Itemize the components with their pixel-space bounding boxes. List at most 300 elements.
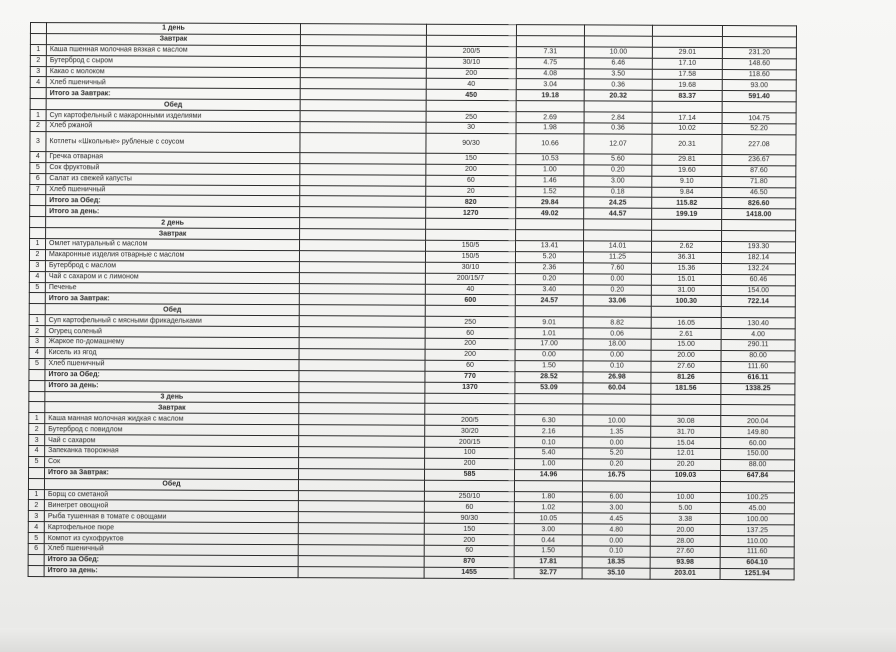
row-number-cell: [29, 467, 45, 478]
energy-cell: 71.80: [722, 176, 796, 187]
fat-cell: 0.18: [584, 186, 652, 197]
fat-cell: 5.20: [583, 448, 651, 459]
yield-cell: 150: [424, 523, 514, 534]
row-number-cell: [28, 554, 44, 565]
yield-cell: [426, 218, 516, 229]
yield-cell: 40: [425, 284, 515, 295]
fat-cell: [582, 481, 650, 492]
protein-cell: 1.00: [516, 164, 584, 175]
recipe-cell: [300, 133, 426, 154]
yield-cell: 200: [426, 164, 516, 175]
energy-cell: 88.00: [721, 459, 795, 470]
recipe-cell: [298, 534, 424, 545]
energy-cell: 200.04: [721, 416, 795, 427]
dish-name-cell: Чай с сахаром и с лимоном: [45, 271, 299, 283]
recipe-cell: [298, 566, 424, 577]
energy-cell: [722, 102, 796, 113]
protein-cell: [516, 219, 584, 230]
protein-cell: 19.18: [516, 90, 584, 101]
dish-name-cell: Итого за день:: [44, 565, 298, 577]
recipe-cell: [299, 425, 425, 436]
dish-name-cell: Картофельное пюре: [44, 522, 298, 534]
row-number-cell: 3: [29, 435, 45, 446]
fat-cell: 6.00: [582, 491, 650, 502]
energy-cell: 87.60: [722, 165, 796, 176]
carbs-cell: 9.10: [652, 176, 722, 187]
carbs-cell: [650, 481, 720, 492]
fat-cell: 14.01: [584, 241, 652, 252]
fat-cell: 3.50: [584, 68, 652, 79]
yield-cell: [426, 35, 516, 46]
energy-cell: [720, 481, 794, 492]
dish-name-cell: Омлет натуральный с маслом: [46, 239, 300, 251]
row-number-cell: 2: [29, 424, 45, 435]
fat-cell: 12.07: [584, 134, 652, 154]
recipe-cell: [299, 468, 425, 479]
recipe-cell: [300, 174, 426, 185]
recipe-cell: [300, 67, 426, 78]
fat-cell: 11.25: [583, 252, 651, 263]
dish-name-cell: Рыба тушенная в томате с овощами: [44, 511, 298, 523]
row-number-cell: 5: [30, 162, 46, 173]
carbs-cell: 2.61: [651, 328, 721, 339]
recipe-cell: [300, 56, 426, 67]
carbs-cell: 181.56: [651, 383, 721, 394]
yield-cell: 60: [426, 175, 516, 186]
fat-cell: 5.60: [584, 154, 652, 165]
recipe-cell: [298, 545, 424, 556]
fat-cell: 10.00: [584, 47, 652, 58]
carbs-cell: 10.00: [650, 492, 720, 503]
fat-cell: 44.57: [584, 208, 652, 219]
yield-cell: 200: [425, 349, 515, 360]
yield-cell: 200: [424, 534, 514, 545]
yield-cell: 1370: [425, 382, 515, 393]
protein-cell: 32.77: [514, 567, 582, 578]
energy-cell: [722, 220, 796, 231]
protein-cell: 0.44: [514, 535, 582, 546]
yield-cell: [424, 480, 514, 491]
protein-cell: 1.02: [514, 502, 582, 513]
protein-cell: 29.84: [516, 197, 584, 208]
recipe-cell: [298, 512, 424, 523]
protein-cell: 13.41: [516, 241, 584, 252]
row-number-cell: 4: [29, 445, 45, 456]
row-number-cell: 2: [30, 121, 46, 132]
row-number-cell: 1: [29, 413, 45, 424]
yield-cell: 1455: [424, 567, 514, 578]
energy-cell: 137.25: [720, 525, 794, 536]
recipe-cell: [299, 447, 425, 458]
protein-cell: 10.66: [516, 134, 584, 154]
row-number-cell: 5: [29, 456, 45, 467]
row-number-cell: [29, 402, 45, 413]
recipe-cell: [300, 89, 426, 100]
protein-cell: 1.98: [516, 123, 584, 134]
row-number-cell: [29, 380, 45, 391]
recipe-cell: [298, 501, 424, 512]
row-number-cell: 3: [28, 511, 44, 522]
recipe-cell: [300, 218, 426, 229]
carbs-cell: 100.30: [651, 296, 721, 307]
energy-cell: 60.46: [721, 274, 795, 285]
recipe-cell: [300, 153, 426, 164]
recipe-cell: [300, 78, 426, 89]
energy-cell: 591.40: [722, 91, 796, 102]
yield-cell: [425, 306, 515, 317]
row-number-cell: 2: [30, 55, 46, 66]
fat-cell: [583, 306, 651, 317]
dish-name-cell: Каша пшенная молочная вязкая с маслом: [46, 44, 300, 56]
protein-cell: 10.53: [516, 154, 584, 165]
energy-cell: 130.40: [721, 318, 795, 329]
dish-name-cell: Итого за день:: [46, 206, 300, 218]
dish-name-cell: Компот из сухофруктов: [44, 533, 298, 545]
yield-cell: 60: [424, 545, 514, 556]
protein-cell: 4.08: [516, 68, 584, 79]
dish-name-cell: Макаронные изделия отварные с маслом: [45, 249, 299, 261]
energy-cell: [721, 405, 795, 416]
row-number-cell: 3: [29, 337, 45, 348]
carbs-cell: 20.00: [651, 350, 721, 361]
carbs-cell: 20.00: [650, 524, 720, 535]
energy-cell: 104.75: [722, 113, 796, 124]
fat-cell: 16.75: [583, 470, 651, 481]
recipe-cell: [299, 251, 425, 262]
recipe-cell: [299, 414, 425, 425]
fat-cell: 18.35: [582, 557, 650, 568]
carbs-cell: 16.05: [651, 317, 721, 328]
protein-cell: [515, 306, 583, 317]
fat-cell: 0.36: [584, 123, 652, 134]
yield-cell: 200/15/7: [425, 273, 515, 284]
carbs-cell: 15.00: [651, 339, 721, 350]
recipe-cell: [299, 327, 425, 338]
protein-cell: [515, 393, 583, 404]
carbs-cell: 19.60: [652, 165, 722, 176]
row-number-cell: [29, 391, 45, 402]
recipe-cell: [299, 360, 425, 371]
row-number-cell: [30, 33, 46, 44]
protein-cell: 17.00: [515, 339, 583, 350]
protein-cell: 1.01: [515, 328, 583, 339]
row-number-cell: [28, 478, 44, 489]
protein-cell: 1.80: [514, 491, 582, 502]
protein-cell: 53.09: [515, 382, 583, 393]
recipe-cell: [300, 45, 426, 56]
fat-cell: [584, 219, 652, 230]
protein-cell: 10.05: [514, 513, 582, 524]
dish-name-cell: Суп картофельный с макаронными изделиями: [46, 110, 300, 122]
dish-name-cell: Завтрак: [46, 33, 300, 45]
row-number-cell: [30, 206, 46, 217]
dish-name-cell: Итого за Завтрак:: [45, 293, 299, 305]
menu-table-body: [28, 23, 796, 580]
yield-cell: 90/30: [424, 513, 514, 524]
fat-cell: 7.60: [583, 263, 651, 274]
recipe-cell: [300, 122, 426, 133]
energy-cell: 110.00: [720, 536, 794, 547]
row-number-cell: 3: [30, 66, 46, 77]
protein-cell: 0.20: [515, 273, 583, 284]
protein-cell: 14.96: [515, 469, 583, 480]
recipe-cell: [299, 305, 425, 316]
fat-cell: 0.00: [582, 535, 650, 546]
carbs-cell: 199.19: [652, 209, 722, 220]
dish-name-cell: Итого за Обед:: [46, 195, 300, 207]
recipe-cell: [300, 240, 426, 251]
recipe-cell: [299, 316, 425, 327]
energy-cell: 182.14: [721, 252, 795, 263]
recipe-cell: [300, 196, 426, 207]
row-number-cell: [29, 369, 45, 380]
yield-cell: 200/5: [425, 415, 515, 426]
carbs-cell: 31.70: [651, 426, 721, 437]
row-number-cell: 1: [30, 239, 46, 250]
dish-name-cell: Салат из свежей капусты: [46, 173, 300, 185]
energy-cell: 93.00: [722, 80, 796, 91]
protein-cell: 4.75: [516, 57, 584, 68]
fat-cell: 0.10: [583, 361, 651, 372]
yield-cell: 30/10: [426, 57, 516, 68]
paper-bottom-edge: [0, 628, 896, 652]
fat-cell: 6.46: [584, 58, 652, 69]
row-number-cell: [29, 293, 45, 304]
dish-name-cell: Сок фруктовый: [46, 162, 300, 174]
protein-cell: [516, 230, 584, 241]
dish-name-cell: Обед: [46, 99, 300, 111]
dish-name-cell: Чай с сахаром: [45, 435, 299, 447]
energy-cell: 100.25: [720, 492, 794, 503]
carbs-cell: 31.00: [651, 285, 721, 296]
yield-cell: 250: [426, 111, 516, 122]
protein-cell: 5.40: [515, 448, 583, 459]
yield-cell: 30/10: [425, 262, 515, 273]
yield-cell: 200: [426, 68, 516, 79]
dish-name-cell: 3 день: [45, 391, 299, 403]
fat-cell: [584, 101, 652, 112]
carbs-cell: [652, 219, 722, 230]
carbs-cell: 20.20: [651, 459, 721, 470]
row-number-cell: 6: [28, 543, 44, 554]
energy-cell: 4.00: [721, 329, 795, 340]
yield-cell: 770: [425, 371, 515, 382]
fat-cell: 1.35: [583, 426, 651, 437]
carbs-cell: 15.01: [651, 274, 721, 285]
recipe-cell: [300, 163, 426, 174]
dish-name-cell: Итого за Завтрак:: [46, 88, 300, 100]
recipe-cell: [298, 556, 424, 567]
protein-cell: 3.40: [515, 284, 583, 295]
carbs-cell: 36.31: [651, 252, 721, 263]
recipe-cell: [298, 490, 424, 501]
yield-cell: 200: [425, 338, 515, 349]
carbs-cell: 2.62: [652, 241, 722, 252]
protein-cell: [515, 404, 583, 415]
protein-cell: 3.00: [514, 524, 582, 535]
row-number-cell: 5: [29, 282, 45, 293]
fat-cell: 35.10: [582, 568, 650, 579]
carbs-cell: 20.31: [652, 134, 722, 154]
energy-cell: 46.50: [722, 187, 796, 198]
energy-cell: 227.08: [722, 134, 796, 154]
dish-name-cell: Итого за день:: [45, 380, 299, 392]
energy-cell: 1338.25: [721, 383, 795, 394]
row-number-cell: 4: [29, 271, 45, 282]
menu-table: [28, 22, 797, 580]
protein-cell: 24.57: [515, 295, 583, 306]
carbs-cell: 30.08: [651, 415, 721, 426]
dish-name-cell: Хлеб ржаной: [46, 121, 300, 133]
dish-name-cell: Итого за Обед:: [44, 554, 298, 566]
fat-cell: 0.00: [583, 437, 651, 448]
row-number-cell: [30, 228, 46, 239]
recipe-cell: [300, 100, 426, 111]
energy-cell: 111.60: [721, 361, 795, 372]
protein-cell: [516, 36, 584, 47]
yield-cell: 100: [425, 447, 515, 458]
yield-cell: 450: [426, 90, 516, 101]
row-number-cell: 3: [30, 131, 46, 151]
yield-cell: 60: [425, 360, 515, 371]
yield-cell: 150/5: [425, 251, 515, 262]
row-number-cell: 4: [29, 347, 45, 358]
row-number-cell: 2: [28, 500, 44, 511]
energy-cell: 111.60: [720, 546, 794, 557]
fat-cell: 0.10: [582, 546, 650, 557]
yield-cell: 250: [425, 316, 515, 327]
carbs-cell: [652, 230, 722, 241]
fat-cell: 2.84: [584, 112, 652, 123]
dish-name-cell: 1 день: [46, 23, 300, 35]
fat-cell: 4.80: [582, 524, 650, 535]
dish-name-cell: Бутерброд с маслом: [45, 260, 299, 272]
energy-cell: 100.00: [720, 514, 794, 525]
energy-cell: 826.60: [722, 198, 796, 209]
energy-cell: 148.60: [722, 58, 796, 69]
fat-cell: 10.00: [583, 415, 651, 426]
dish-name-cell: Печенье: [45, 282, 299, 294]
row-number-cell: [30, 195, 46, 206]
yield-cell: 200/15: [425, 436, 515, 447]
carbs-cell: 93.98: [650, 557, 720, 568]
energy-cell: 1418.00: [722, 209, 796, 220]
dish-name-cell: Бутерброд с повидлом: [45, 424, 299, 436]
protein-cell: 17.81: [514, 556, 582, 567]
carbs-cell: [651, 394, 721, 405]
dish-name-cell: 2 день: [46, 217, 300, 229]
yield-cell: [425, 393, 515, 404]
energy-cell: 149.80: [721, 427, 795, 438]
row-number-cell: 4: [30, 77, 46, 88]
protein-cell: 1.00: [515, 458, 583, 469]
carbs-cell: 15.36: [651, 263, 721, 274]
row-number-cell: [30, 88, 46, 99]
protein-cell: 1.46: [516, 175, 584, 186]
recipe-cell: [300, 35, 426, 46]
energy-cell: 236.67: [722, 154, 796, 165]
dish-name-cell: Бутерброд с сыром: [46, 55, 300, 67]
protein-cell: 1.52: [516, 186, 584, 197]
energy-cell: 231.20: [722, 47, 796, 58]
recipe-cell: [298, 523, 424, 534]
yield-cell: [425, 404, 515, 415]
protein-cell: 49.02: [516, 208, 584, 219]
energy-cell: 132.24: [721, 263, 795, 274]
protein-cell: 2.36: [515, 262, 583, 273]
yield-cell: 30: [426, 122, 516, 133]
row-number-cell: 1: [28, 489, 44, 500]
fat-cell: 20.32: [584, 90, 652, 101]
yield-cell: 200: [425, 458, 515, 469]
protein-cell: [516, 25, 584, 36]
energy-cell: 722.14: [721, 296, 795, 307]
carbs-cell: [652, 36, 722, 47]
dish-name-cell: Запеканка творожная: [45, 446, 299, 458]
carbs-cell: 109.03: [651, 470, 721, 481]
energy-cell: 60.00: [721, 438, 795, 449]
recipe-cell: [299, 370, 425, 381]
carbs-cell: [652, 101, 722, 112]
fat-cell: 33.06: [583, 295, 651, 306]
yield-cell: 40: [426, 79, 516, 90]
yield-cell: 60: [424, 502, 514, 513]
carbs-cell: [652, 25, 722, 36]
fat-cell: [583, 393, 651, 404]
recipe-cell: [299, 458, 425, 469]
fat-cell: 18.00: [583, 339, 651, 350]
fat-cell: 4.45: [582, 513, 650, 524]
yield-cell: 200/5: [426, 46, 516, 57]
dish-name-cell: Хлеб пшеничный: [44, 544, 298, 556]
row-number-cell: 5: [29, 358, 45, 369]
recipe-cell: [299, 272, 425, 283]
yield-cell: 1270: [426, 208, 516, 219]
dish-name-cell: Винегрет овощной: [44, 500, 298, 512]
dish-name-cell: Итого за Обед:: [45, 369, 299, 381]
energy-cell: 52.20: [722, 124, 796, 135]
energy-cell: 290.11: [721, 340, 795, 351]
energy-cell: [722, 36, 796, 47]
recipe-cell: [299, 338, 425, 349]
yield-cell: 90/30: [426, 133, 516, 153]
dish-name-cell: Огурец соленый: [45, 326, 299, 338]
row-number-cell: 6: [30, 173, 46, 184]
fat-cell: 3.00: [582, 502, 650, 513]
fat-cell: [584, 230, 652, 241]
recipe-cell: [299, 403, 425, 414]
fat-cell: [583, 404, 651, 415]
dish-name-cell: Жаркое по-домашнему: [45, 337, 299, 349]
dish-name-cell: Хлеб пшеничный: [45, 358, 299, 370]
carbs-cell: [651, 405, 721, 416]
fat-cell: 0.06: [583, 328, 651, 339]
protein-cell: 1.50: [514, 546, 582, 557]
row-number-cell: 2: [29, 326, 45, 337]
row-number-cell: 3: [29, 260, 45, 271]
carbs-cell: 17.10: [652, 58, 722, 69]
row-number-cell: 4: [30, 151, 46, 162]
dish-name-cell: Кисель из ягод: [45, 348, 299, 360]
row-number-cell: [30, 23, 46, 34]
energy-cell: 80.00: [721, 350, 795, 361]
carbs-cell: 29.81: [652, 154, 722, 165]
carbs-cell: 19.68: [652, 80, 722, 91]
row-number-cell: 1: [29, 315, 45, 326]
protein-cell: 9.01: [515, 317, 583, 328]
energy-cell: 616.11: [721, 372, 795, 383]
dish-name-cell: Суп картофельный с мясными фрикадельками: [45, 315, 299, 327]
